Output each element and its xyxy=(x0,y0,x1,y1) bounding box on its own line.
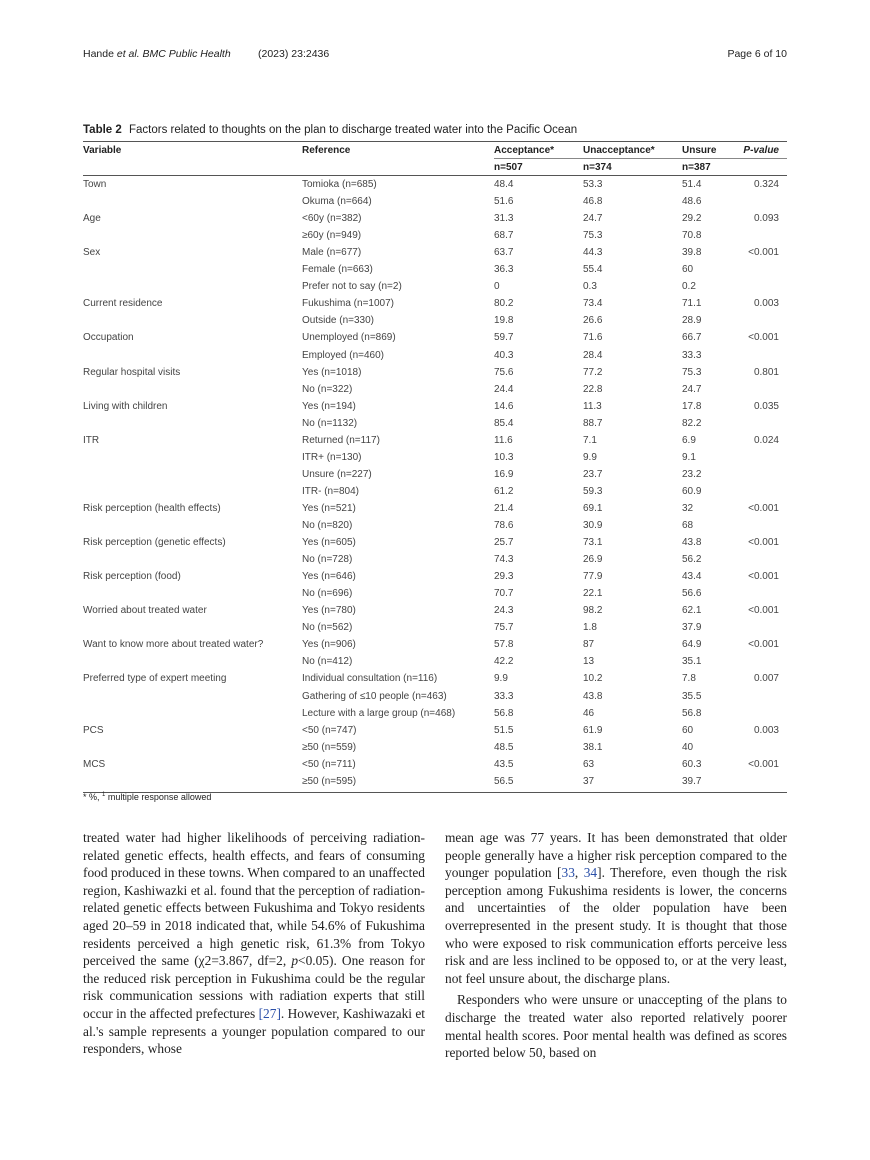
cell-acceptance: 19.8 xyxy=(494,315,514,327)
cell-reference: Yes (n=646) xyxy=(302,571,356,583)
cell-unsure: 56.6 xyxy=(682,588,702,600)
cell-variable: Sex xyxy=(83,247,101,259)
cell-reference: No (n=1132) xyxy=(302,417,358,429)
cell-unacceptance: 28.4 xyxy=(583,349,603,361)
cell-unacceptance: 9.9 xyxy=(583,451,597,463)
cell-unsure: 68 xyxy=(682,520,694,531)
cell-acceptance: 33.3 xyxy=(494,690,514,702)
cell-unsure: 37.9 xyxy=(682,622,702,634)
table-row xyxy=(83,466,787,483)
table-row xyxy=(83,398,787,415)
cell-pvalue: 0.003 xyxy=(753,298,779,310)
cell-unsure: 0.2 xyxy=(682,281,696,293)
cell-pvalue: 0.003 xyxy=(753,724,779,736)
cell-reference: Employed (n=460) xyxy=(302,349,384,361)
table-header-row xyxy=(83,142,787,159)
table-row xyxy=(83,415,787,432)
n-unacceptance: n=374 xyxy=(583,162,612,173)
cell-unacceptance: 24.7 xyxy=(583,213,603,225)
cell-unacceptance: 71.6 xyxy=(583,332,603,344)
cell-reference: Yes (n=605) xyxy=(302,537,356,549)
table-row xyxy=(83,432,787,449)
table-row xyxy=(83,210,787,227)
cell-unsure: 51.4 xyxy=(682,179,702,190)
cell-acceptance: 16.9 xyxy=(494,468,514,480)
cell-unsure: 28.9 xyxy=(682,315,702,327)
cell-reference: Returned (n=117) xyxy=(302,434,380,446)
cell-acceptance: 63.7 xyxy=(494,247,514,259)
cell-acceptance: 11.6 xyxy=(494,434,513,446)
table-row xyxy=(83,756,787,773)
cell-unacceptance: 61.9 xyxy=(583,724,603,736)
cell-unacceptance: 0.3 xyxy=(583,281,597,293)
paragraph: treated water had higher likelihoods of perceiving radiation-related genetic effects, health effects, and fears of consuming food produced in these towns. When compared to an unaffected region, Kashiwazki et al. found that the perception of radiation-related genetic effects between Fukushima and Tokyo residents aged 20–59 in 2018 indicated that, while 54.6% of Fukushima residents perceived a high genetic risk, 61.3% from Tokyo perceived the same (χ2=3.867, df=2, p<0.05). One reason for the reduced risk perception in Fukushima could be the regular risk communication sessions with radiation experts that still occur in the affected prefectures [27]. However, Kashiwazaki et al.'s sample represents a younger population compared to our responders, whose xyxy=(83,830,426,1057)
cell-unacceptance: 7.1 xyxy=(583,434,597,446)
cell-variable: Living with children xyxy=(83,400,168,412)
cell-acceptance: 56.5 xyxy=(494,775,514,787)
cell-variable: Occupation xyxy=(83,332,134,344)
cell-reference: Lecture with a large group (n=468) xyxy=(302,707,456,719)
cell-unacceptance: 75.3 xyxy=(583,230,603,242)
n-unsure: n=387 xyxy=(682,162,711,173)
table-row xyxy=(83,705,787,722)
table-row xyxy=(83,722,787,739)
cell-acceptance: 80.2 xyxy=(494,298,514,310)
table-row xyxy=(83,483,787,500)
cell-reference: No (n=562) xyxy=(302,622,353,634)
cell-reference: ITR+ (n=130) xyxy=(302,451,362,463)
cell-reference: ≥50 (n=595) xyxy=(302,775,357,787)
cell-unsure: 60.9 xyxy=(682,485,702,497)
table-row xyxy=(83,551,787,568)
cell-unsure: 35.1 xyxy=(682,656,702,668)
table-row xyxy=(83,688,787,705)
cell-reference: Unsure (n=227) xyxy=(302,468,372,480)
table-row xyxy=(83,329,787,346)
cell-reference: No (n=322) xyxy=(302,383,353,395)
cell-unsure: 23.2 xyxy=(682,468,702,480)
cell-unsure: 33.3 xyxy=(682,349,702,361)
cell-variable: Worried about treated water xyxy=(83,605,207,617)
cell-acceptance: 29.3 xyxy=(494,571,514,583)
n-acceptance: n=507 xyxy=(494,162,523,173)
cell-unacceptance: 22.1 xyxy=(583,588,603,600)
cell-acceptance: 40.3 xyxy=(494,349,514,361)
cell-unsure: 71.1 xyxy=(682,298,702,310)
cell-reference: Yes (n=521) xyxy=(302,502,356,514)
table-row xyxy=(83,636,787,653)
cell-unsure: 75.3 xyxy=(682,366,702,378)
cell-unsure: 9.1 xyxy=(682,451,696,463)
table-row xyxy=(83,602,787,619)
cell-unacceptance: 63 xyxy=(583,758,595,770)
table-row xyxy=(83,176,787,193)
cell-variable: ITR xyxy=(83,434,100,446)
table-row xyxy=(83,534,787,551)
paragraph: mean age was 77 years. It has been demonstrated that older people generally have a higher risk perception compared to the younger population [33, 34]. Therefore, even though the risk perception among Fukushima residents is lower, the concerns and uncertainties of the older population have been overrepresented in the present study. It is thought that those who were exposed to risk communication efforts perceive less risk and are less inclined to be opposed to, or at the very least, not feel unsure about, the discharge plans. xyxy=(445,830,788,986)
cell-acceptance: 24.4 xyxy=(494,383,514,395)
cell-acceptance: 25.7 xyxy=(494,537,514,549)
cell-unsure: 29.2 xyxy=(682,213,702,225)
cell-reference: Unemployed (n=869) xyxy=(302,332,396,344)
cell-unacceptance: 73.1 xyxy=(583,537,603,549)
cell-unsure: 32 xyxy=(682,502,694,514)
cell-unsure: 66.7 xyxy=(682,332,702,344)
cell-unacceptance: 69.1 xyxy=(583,502,603,514)
cell-unsure: 39.8 xyxy=(682,247,702,259)
cell-reference: Prefer not to say (n=2) xyxy=(302,281,402,293)
cell-variable: Current residence xyxy=(83,298,163,310)
cell-unacceptance: 77.2 xyxy=(583,366,603,378)
cell-unsure: 48.6 xyxy=(682,196,702,208)
cell-pvalue: 0.007 xyxy=(753,673,779,685)
cell-acceptance: 21.4 xyxy=(494,502,514,514)
cell-pvalue: 0.035 xyxy=(753,400,779,412)
cell-unsure: 64.9 xyxy=(682,639,702,651)
cell-unacceptance: 73.4 xyxy=(583,298,603,310)
cell-unacceptance: 43.8 xyxy=(583,690,603,702)
cell-reference: Male (n=677) xyxy=(302,247,362,259)
cell-acceptance: 48.5 xyxy=(494,741,514,753)
cell-unacceptance: 53.3 xyxy=(583,179,603,190)
cell-unacceptance: 44.3 xyxy=(583,247,603,259)
cell-unsure: 60.3 xyxy=(682,758,702,770)
cell-unsure: 56.8 xyxy=(682,707,702,719)
cell-reference: <50 (n=747) xyxy=(302,724,357,736)
cell-unacceptance: 55.4 xyxy=(583,264,603,276)
cell-reference: Okuma (n=664) xyxy=(302,196,372,208)
cell-unacceptance: 11.3 xyxy=(583,400,602,412)
cell-unacceptance: 13 xyxy=(583,656,595,668)
cell-reference: <50 (n=711) xyxy=(302,758,356,770)
cell-pvalue: 0.093 xyxy=(753,213,779,225)
table-row xyxy=(83,381,787,398)
cell-acceptance: 75.7 xyxy=(494,622,514,634)
cell-reference: Yes (n=780) xyxy=(302,605,356,617)
cell-pvalue: <0.001 xyxy=(748,639,779,651)
body-column-right xyxy=(445,829,787,1062)
col-header-acceptance: Acceptance* xyxy=(494,145,555,156)
cell-acceptance: 74.3 xyxy=(494,554,514,566)
cell-unsure: 17.8 xyxy=(682,400,702,412)
table-row xyxy=(83,500,787,517)
table-row xyxy=(83,670,787,687)
cell-acceptance: 9.9 xyxy=(494,673,508,685)
page-number: Page 6 of 10 xyxy=(727,48,787,60)
cell-unsure: 43.8 xyxy=(682,537,702,549)
col-header-pvalue: P-value xyxy=(743,145,779,156)
cell-reference: ≥60y (n=949) xyxy=(302,230,362,242)
cell-pvalue: <0.001 xyxy=(748,571,779,583)
table-title: Factors related to thoughts on the plan to discharge treated water into the Pacific Ocean xyxy=(128,124,578,136)
cell-unsure: 70.8 xyxy=(682,230,702,242)
cell-unacceptance: 59.3 xyxy=(583,485,603,497)
running-head-citation: (2023) 23:2436 xyxy=(258,48,330,60)
table-row xyxy=(83,739,787,756)
cell-unsure: 40 xyxy=(682,741,694,753)
cell-unacceptance: 87 xyxy=(583,639,595,651)
cell-reference: Gathering of ≤10 people (n=463) xyxy=(302,690,447,702)
cell-acceptance: 24.3 xyxy=(494,605,514,617)
cell-unsure: 39.7 xyxy=(682,775,702,787)
cell-pvalue: 0.801 xyxy=(753,366,779,378)
table-row xyxy=(83,653,787,670)
cell-unacceptance: 23.7 xyxy=(583,468,603,480)
table-row xyxy=(83,449,787,466)
cell-unacceptance: 22.8 xyxy=(583,383,603,395)
table-row xyxy=(83,193,787,210)
cell-acceptance: 10.3 xyxy=(494,451,514,463)
table-row xyxy=(83,347,787,364)
cell-reference: Yes (n=1018) xyxy=(302,366,362,378)
cell-acceptance: 51.6 xyxy=(494,196,514,208)
cell-pvalue: <0.001 xyxy=(748,758,779,770)
table-row xyxy=(83,619,787,636)
cell-reference: No (n=728) xyxy=(302,554,353,566)
table-row xyxy=(83,568,787,585)
cell-reference: ≥50 (n=559) xyxy=(302,741,357,753)
cell-unsure: 7.8 xyxy=(682,673,696,685)
cell-acceptance: 75.6 xyxy=(494,366,514,378)
cell-reference: Yes (n=906) xyxy=(302,639,356,651)
cell-variable: PCS xyxy=(83,724,104,736)
cell-unsure: 24.7 xyxy=(682,383,702,395)
cell-acceptance: 61.2 xyxy=(494,485,514,497)
cell-acceptance: 0 xyxy=(494,281,500,293)
cell-acceptance: 70.7 xyxy=(494,588,514,600)
cell-pvalue: <0.001 xyxy=(748,605,779,617)
cell-pvalue: 0.324 xyxy=(753,179,779,190)
cell-unacceptance: 77.9 xyxy=(583,571,603,583)
cell-reference: No (n=412) xyxy=(302,656,353,668)
cell-pvalue: <0.001 xyxy=(748,332,779,344)
paragraph: Responders who were unsure or unaccepting of the plans to discharge the treated water also reported relatively poorer mental health scores. Poor mental health was defined as scores reported below 50, based on xyxy=(445,992,787,1061)
cell-unacceptance: 98.2 xyxy=(583,605,603,617)
cell-pvalue: <0.001 xyxy=(748,537,779,549)
table-row xyxy=(83,227,787,244)
cell-acceptance: 14.6 xyxy=(494,400,514,412)
cell-unacceptance: 37 xyxy=(583,775,595,787)
cell-reference: Individual consultation (n=116) xyxy=(302,673,438,685)
cell-unacceptance: 46 xyxy=(583,707,595,719)
cell-acceptance: 51.5 xyxy=(494,724,514,736)
cell-variable: Want to know more about treated water? xyxy=(83,639,264,651)
cell-acceptance: 57.8 xyxy=(494,639,514,651)
table-subheader-row xyxy=(83,159,787,176)
citation-link[interactable]: 34 xyxy=(583,865,598,881)
cell-unsure: 35.5 xyxy=(682,690,702,702)
col-header-unsure: Unsure xyxy=(682,145,717,156)
cell-variable: Age xyxy=(83,213,101,225)
table-row xyxy=(83,278,787,295)
cell-reference: Fukushima (n=1007) xyxy=(302,298,394,310)
cell-unacceptance: 88.7 xyxy=(583,417,603,429)
cell-acceptance: 78.6 xyxy=(494,520,514,531)
cell-acceptance: 68.7 xyxy=(494,230,514,242)
citation-link[interactable]: [27] xyxy=(258,1005,281,1021)
cell-reference: <60y (n=382) xyxy=(302,213,362,225)
table-row xyxy=(83,244,787,261)
cell-reference: Female (n=663) xyxy=(302,264,373,276)
table-row xyxy=(83,261,787,278)
cell-unsure: 82.2 xyxy=(682,417,702,429)
running-head-authors: Hande et al. BMC Public Health xyxy=(83,48,231,60)
cell-unacceptance: 26.6 xyxy=(583,315,603,327)
cell-acceptance: 43.5 xyxy=(494,758,514,770)
col-header-reference: Reference xyxy=(302,145,351,156)
cell-reference: Yes (n=194) xyxy=(302,400,356,412)
page-header xyxy=(83,48,787,64)
table-row xyxy=(83,364,787,381)
cell-unsure: 56.2 xyxy=(682,554,702,566)
table-row xyxy=(83,295,787,312)
cell-variable: Risk perception (genetic effects) xyxy=(83,537,226,549)
col-header-variable: Variable xyxy=(83,145,122,156)
cell-acceptance: 85.4 xyxy=(494,417,514,429)
cell-reference: ITR- (n=804) xyxy=(302,485,359,497)
cell-variable: Preferred type of expert meeting xyxy=(83,673,227,685)
table-row xyxy=(83,773,787,790)
cell-unacceptance: 10.2 xyxy=(583,673,603,685)
cell-reference: No (n=820) xyxy=(302,520,353,531)
citation-link[interactable]: 33 xyxy=(561,865,575,881)
cell-acceptance: 31.3 xyxy=(494,213,514,225)
cell-unacceptance: 38.1 xyxy=(583,741,603,753)
table-row xyxy=(83,585,787,602)
cell-acceptance: 36.3 xyxy=(494,264,514,276)
cell-variable: Risk perception (food) xyxy=(83,571,181,583)
cell-pvalue: <0.001 xyxy=(748,247,779,259)
cell-variable: Regular hospital visits xyxy=(83,366,181,378)
cell-acceptance: 56.8 xyxy=(494,707,514,719)
cell-variable: Risk perception (health effects) xyxy=(83,502,221,514)
cell-reference: No (n=696) xyxy=(302,588,353,600)
cell-reference: Tomioka (n=685) xyxy=(302,179,377,190)
cell-unsure: 6.9 xyxy=(682,434,696,446)
cell-variable: MCS xyxy=(83,758,106,770)
table-row xyxy=(83,312,787,329)
cell-unsure: 43.4 xyxy=(682,571,702,583)
cell-unacceptance: 1.8 xyxy=(583,622,597,634)
cell-unacceptance: 46.8 xyxy=(583,196,603,208)
cell-unsure: 60 xyxy=(682,724,694,736)
cell-pvalue: 0.024 xyxy=(753,434,779,446)
cell-acceptance: 48.4 xyxy=(494,179,514,190)
table-row xyxy=(83,517,787,534)
cell-pvalue: <0.001 xyxy=(748,502,779,514)
table-label: Table 2 xyxy=(83,124,122,136)
cell-acceptance: 42.2 xyxy=(494,656,514,668)
cell-unsure: 62.1 xyxy=(682,605,702,617)
table-caption xyxy=(83,124,577,136)
cell-unsure: 60 xyxy=(682,264,694,276)
col-header-unacceptance: Unacceptance* xyxy=(583,145,655,156)
cell-acceptance: 59.7 xyxy=(494,332,514,344)
table-footnote: * %, $^1$ multiple response allowed xyxy=(83,792,212,802)
cell-variable: Town xyxy=(83,179,107,190)
cell-reference: Outside (n=330) xyxy=(302,315,374,327)
body-column-left xyxy=(83,829,425,1058)
cell-unacceptance: 30.9 xyxy=(583,520,603,531)
cell-unacceptance: 26.9 xyxy=(583,554,603,566)
